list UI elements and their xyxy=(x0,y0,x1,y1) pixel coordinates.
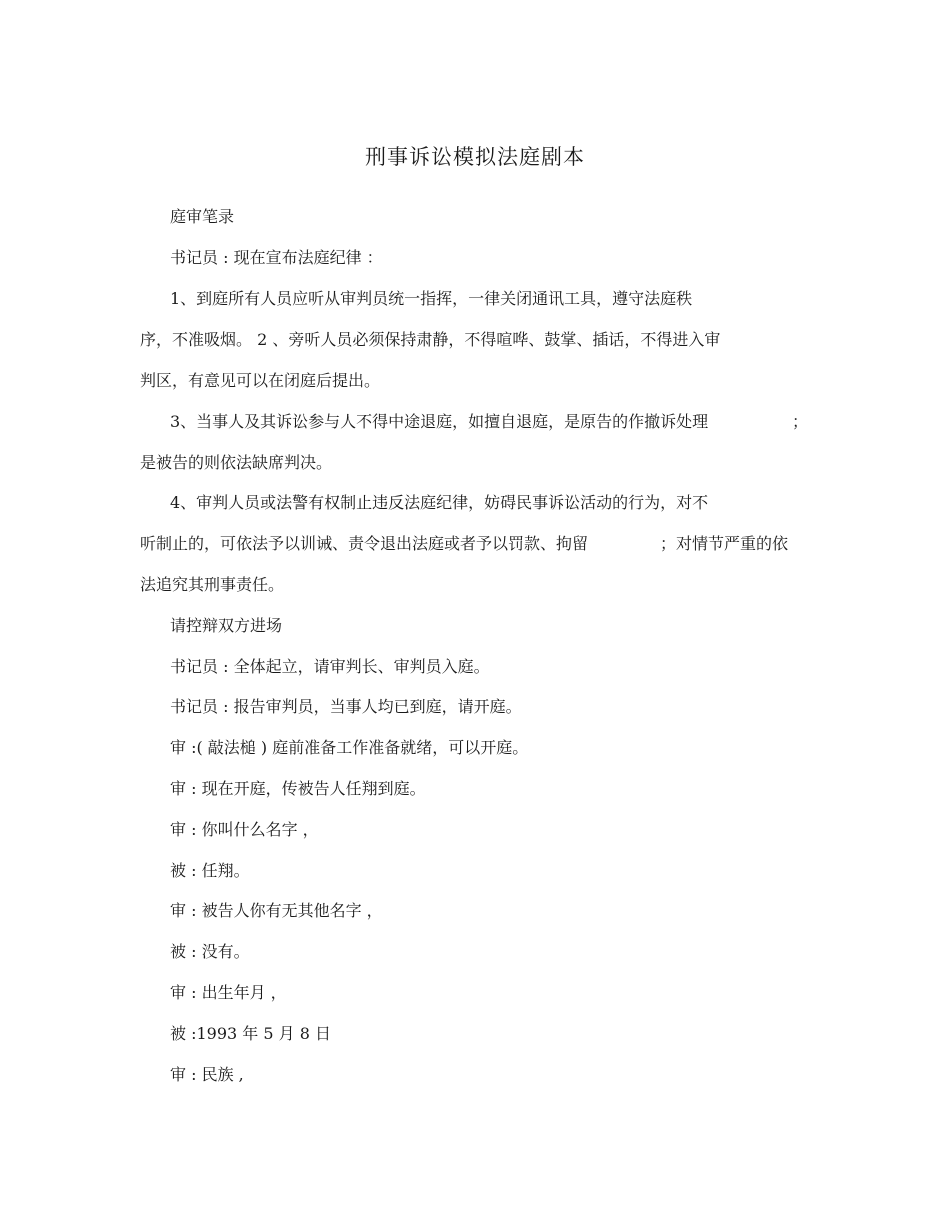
paragraph-fragment: ； xyxy=(792,412,809,431)
dialogue-line: 书记员 : 全体起立，请审判长、审判员入庭。 xyxy=(170,657,490,676)
paragraph-line: 法追究其刑事责任。 xyxy=(140,575,285,594)
dialogue-line: 审 : 现在开庭，传被告人任翔到庭。 xyxy=(170,779,426,798)
dialogue-line: 被 : 没有。 xyxy=(170,942,250,961)
dialogue-line: 被 :1993 年 5 月 8 日 xyxy=(170,1024,331,1043)
dialogue-line: 书记员 : 报告审判员，当事人均已到庭，请开庭。 xyxy=(170,697,522,716)
dialogue-line: 被 : 任翔。 xyxy=(170,861,250,880)
paragraph-line: 3、当事人及其诉讼参与人不得中途退庭，如擅自退庭，是原告的作撤诉处理 xyxy=(170,412,709,431)
paragraph-line: 4、审判人员或法警有权制止违反法庭纪律，妨碍民事诉讼活动的行为，对不 xyxy=(170,493,709,512)
paragraph-line: 判区，有意见可以在闭庭后提出。 xyxy=(140,371,381,390)
paragraph-line: 1、到庭所有人员应听从审判员统一指挥，一律关闭通讯工具，遵守法庭秩 xyxy=(170,289,693,308)
paragraph-line: 书记员 : 现在宣布法庭纪律 ： xyxy=(170,248,383,267)
paragraph-line: 听制止的，可依法予以训诫、责令退出法庭或者予以罚款、拘留 xyxy=(140,534,589,553)
dialogue-line: 审 : 被告人你有无其他名字 ， xyxy=(170,901,383,920)
document-title: 刑事诉讼模拟法庭剧本 xyxy=(365,145,585,169)
dialogue-line: 审 :( 敲法槌 ) 庭前准备工作准备就绪，可以开庭。 xyxy=(170,738,529,757)
dialogue-line: 审 : 出生年月 ， xyxy=(170,983,287,1002)
paragraph-line: 请控辩双方进场 xyxy=(170,616,283,635)
paragraph-fragment: ；对情节严重的依 xyxy=(660,534,789,553)
paragraph-line: 序，不准吸烟。 2 、旁听人员必须保持肃静，不得喧哗、鼓掌、插话，不得进入审 xyxy=(140,330,721,349)
paragraph-line: 是被告的则依法缺席判决。 xyxy=(140,453,333,472)
section-heading-trial-record: 庭审笔录 xyxy=(170,207,235,226)
dialogue-line: 审 : 你叫什么名字 ， xyxy=(170,820,319,839)
dialogue-line: 审 : 民族 , xyxy=(170,1065,244,1084)
